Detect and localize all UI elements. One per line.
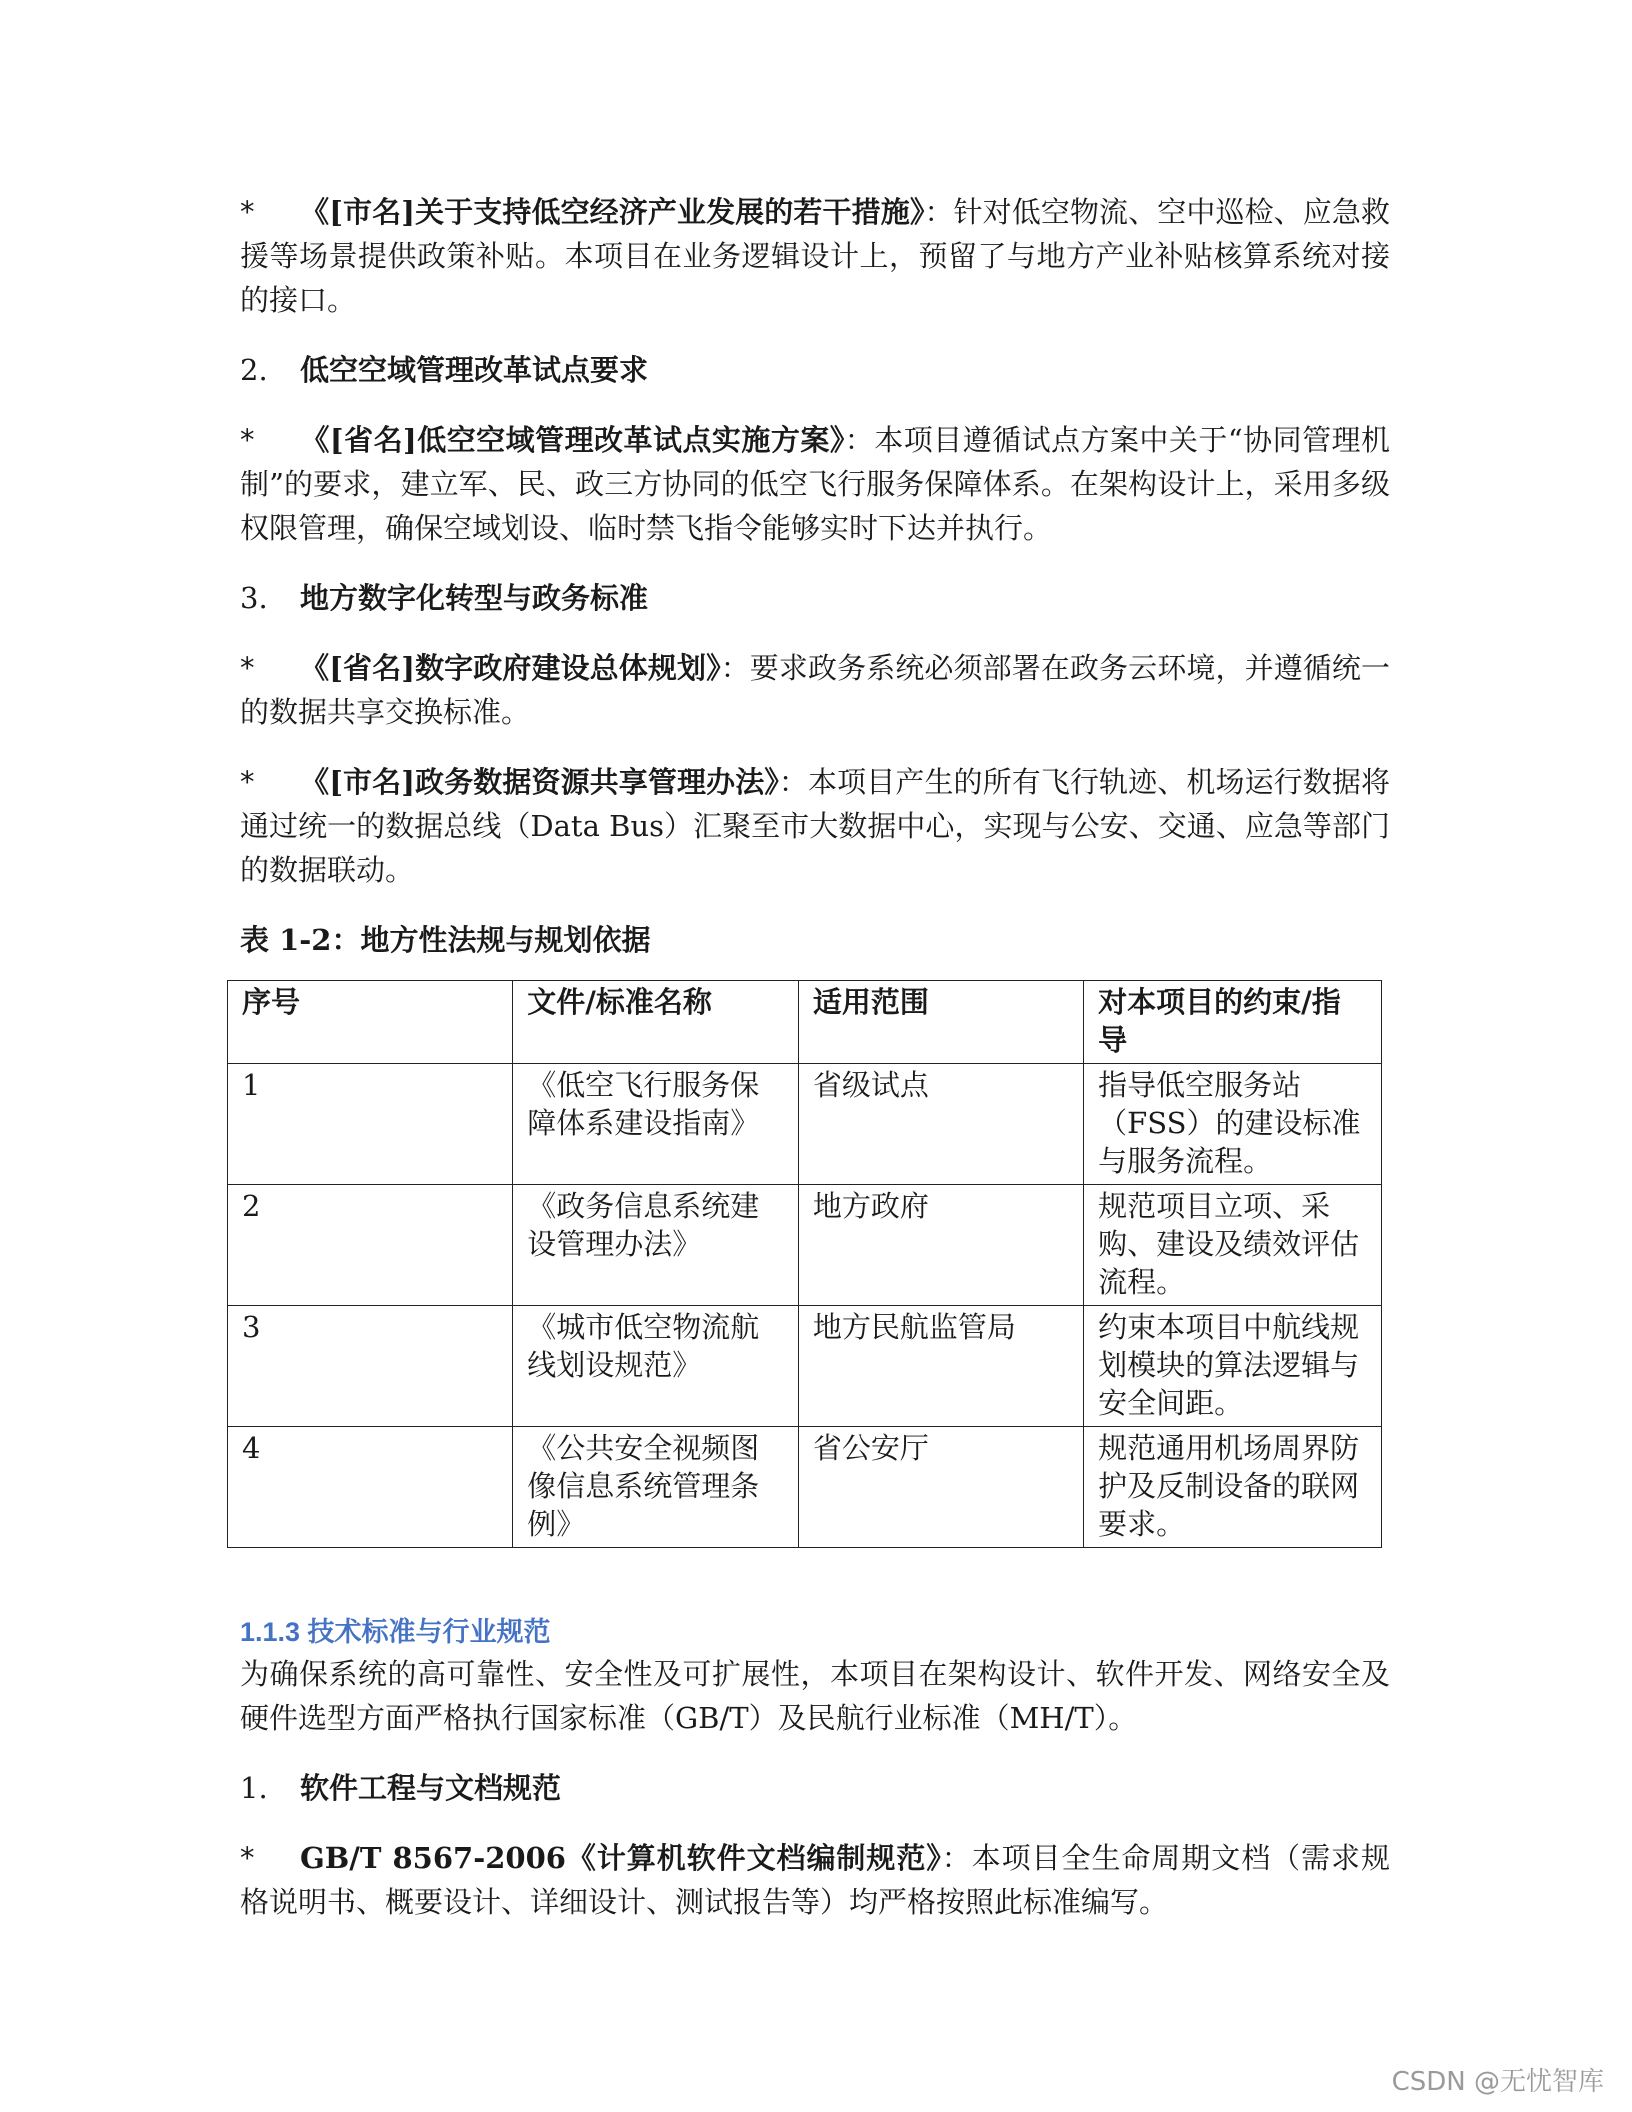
document-title: 《[市名]政务数据资源共享管理办法》 <box>300 765 779 799</box>
heading-text: 软件工程与文档规范 <box>300 1771 562 1805</box>
paragraph-text: ：针对低空物流、空中巡检、应急救援等场景提供政策补贴。本项目在业务逻辑设计上，预留了与地方产业补贴核算系统对接的接口。 <box>240 195 1390 317</box>
document-title: 《[市名]关于支持低空经济产业发展的若干措施》 <box>300 195 925 229</box>
policy-paragraph-3b <box>240 760 1390 892</box>
table-cell: 省公安厅 <box>798 1427 1083 1548</box>
table-row <box>228 1185 1382 1306</box>
table-cell: 指导低空服务站（FSS）的建设标准与服务流程。 <box>1084 1064 1382 1185</box>
document-title: 《[省名]低空空域管理改革试点实施方案》 <box>300 423 845 457</box>
table-cell: 《低空飞行服务保障体系建设指南》 <box>513 1064 799 1185</box>
table-cell: 省级试点 <box>798 1064 1083 1185</box>
table-cell: 规范通用机场周界防护及反制设备的联网要求。 <box>1084 1427 1382 1548</box>
table-row <box>228 1427 1382 1548</box>
policy-paragraph-3a <box>240 646 1390 734</box>
heading-number: 2. <box>240 353 268 387</box>
bullet-star: * <box>240 765 255 799</box>
regulations-table <box>227 980 1382 1548</box>
table-cell: 地方民航监管局 <box>798 1306 1083 1427</box>
bullet-star: * <box>240 195 255 229</box>
document-page <box>240 190 1390 1950</box>
column-header: 文件/标准名称 <box>513 981 799 1064</box>
table-cell: 《公共安全视频图像信息系统管理条例》 <box>513 1427 799 1548</box>
policy-paragraph-2 <box>240 418 1390 550</box>
standard-title: GB/T 8567-2006《计算机软件文档编制规范》 <box>300 1841 942 1875</box>
heading-text: 低空空域管理改革试点要求 <box>300 353 649 387</box>
column-header: 序号 <box>228 981 513 1064</box>
numbered-heading-software <box>240 1766 1390 1810</box>
bullet-star: * <box>240 1841 255 1875</box>
table-cell: 2 <box>228 1185 513 1306</box>
column-header: 对本项目的约束/指导 <box>1084 981 1382 1064</box>
table-cell: 《城市低空物流航线划设规范》 <box>513 1306 799 1427</box>
numbered-heading-3 <box>240 576 1390 620</box>
table-cell: 地方政府 <box>798 1185 1083 1306</box>
bullet-star: * <box>240 423 255 457</box>
table-caption: 表 1-2：地方性法规与规划依据 <box>240 923 651 957</box>
table-row <box>228 1306 1382 1427</box>
policy-paragraph-1 <box>240 190 1390 322</box>
table-header-row <box>228 981 1382 1064</box>
paragraph-text: ：本项目产生的所有飞行轨迹、机场运行数据将通过统一的数据总线（Data Bus）汇聚至市大数据中心，实现与公安、交通、应急等部门的数据联动。 <box>240 765 1390 887</box>
paragraph-text: ：本项目全生命周期文档（需求规格说明书、概要设计、详细设计、测试报告等）均严格按照此标准编写。 <box>240 1841 1390 1919</box>
paragraph-text: ：本项目遵循试点方案中关于“协同管理机制”的要求，建立军、民、政三方协同的低空飞行服务保障体系。在架构设计上，采用多级权限管理，确保空域划设、临时禁飞指令能够实时下达并执行。 <box>240 423 1391 545</box>
section-intro: 为确保系统的高可靠性、安全性及可扩展性，本项目在架构设计、软件开发、网络安全及硬件选型方面严格执行国家标准（GB/T）及民航行业标准（MH/T）。 <box>240 1657 1390 1735</box>
csdn-watermark: CSDN @无忧智库 <box>1391 2067 1604 2097</box>
table-cell: 3 <box>228 1306 513 1427</box>
table-cell: 《政务信息系统建设管理办法》 <box>513 1185 799 1306</box>
column-header: 适用范围 <box>798 981 1083 1064</box>
table-cell: 约束本项目中航线规划模块的算法逻辑与安全间距。 <box>1084 1306 1382 1427</box>
heading-number: 3. <box>240 581 268 615</box>
heading-text: 地方数字化转型与政务标准 <box>300 581 649 615</box>
document-title: 《[省名]数字政府建设总体规划》 <box>300 651 721 685</box>
paragraph-text: ：要求政务系统必须部署在政务云环境，并遵循统一的数据共享交换标准。 <box>240 651 1390 729</box>
standard-paragraph <box>240 1836 1390 1924</box>
heading-number: 1. <box>240 1771 268 1805</box>
table-cell: 4 <box>228 1427 513 1548</box>
table-row <box>228 1064 1382 1185</box>
section-heading: 1.1.3 技术标准与行业规范 <box>240 1617 551 1647</box>
table-cell: 1 <box>228 1064 513 1185</box>
bullet-star: * <box>240 651 255 685</box>
numbered-heading-2 <box>240 348 1390 392</box>
table-cell: 规范项目立项、采购、建设及绩效评估流程。 <box>1084 1185 1382 1306</box>
